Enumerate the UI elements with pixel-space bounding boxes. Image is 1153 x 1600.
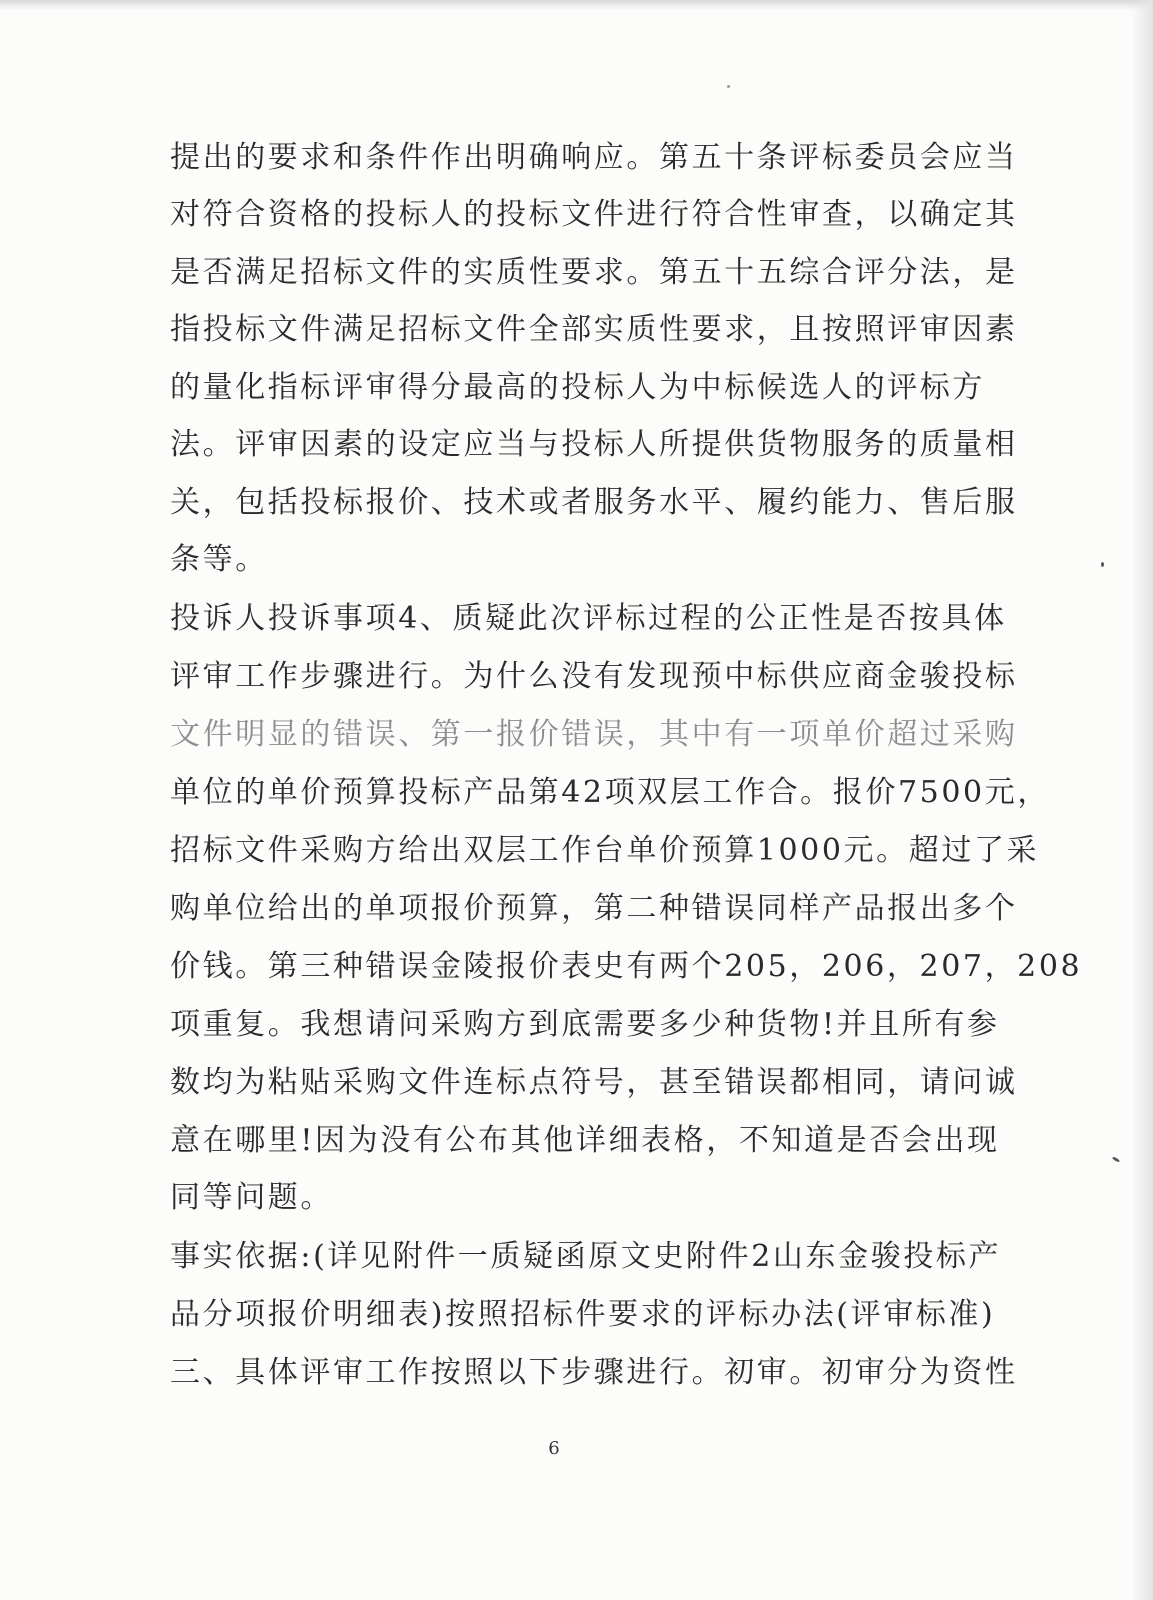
scan-speck	[1101, 562, 1104, 567]
text-line: 对符合资格的投标人的投标文件进行符合性审查，以确定其	[170, 197, 1018, 232]
text-line: 购单位给出的单项报价预算，第二种错误同样产品报出多个	[170, 891, 1018, 926]
text-line: 三、具体评审工作按照以下步骤进行。初审。初审分为资性	[170, 1355, 1018, 1390]
text-line: 同等问题。	[170, 1180, 333, 1215]
text-line: 是否满足招标文件的实质性要求。第五十五综合评分法，是	[170, 255, 1018, 290]
text-line: 项重复。我想请问采购方到底需要多少种货物!并且所有参	[170, 1007, 1000, 1042]
text-line: 文件明显的错误、第一报价错误，其中有一项单价超过采购	[170, 717, 1018, 752]
text-line: 指投标文件满足招标文件全部实质性要求，且按照评审因素	[170, 312, 1018, 347]
text-line: 意在哪里!因为没有公布其他详细表格，不知道是否会出现	[170, 1123, 1000, 1158]
scan-speck	[727, 85, 730, 88]
text-line: 数均为粘贴采购文件连标点符号，甚至错误都相同，请问诚	[170, 1065, 1018, 1100]
text-line: 提出的要求和条件作出明确响应。第五十条评标委员会应当	[170, 140, 1018, 175]
text-line: 单位的单价预算投标产品第42项双层工作合。报价7500元，	[170, 775, 1050, 810]
text-line: 投诉人投诉事项4、质疑此次评标过程的公正性是否按具体	[170, 601, 1007, 636]
scan-right-edge	[1131, 0, 1153, 1600]
text-line: 事实依据:(详见附件一质疑函原文史附件2山东金骏投标产	[170, 1239, 1002, 1274]
scan-top-shadow	[0, 0, 1153, 10]
text-line: 招标文件采购方给出双层工作台单价预算1000元。超过了采	[170, 833, 1040, 868]
text-line: 品分项报价明细表)按照招标件要求的评标办法(评审标准)	[170, 1297, 996, 1332]
text-line: 价钱。第三种错误金陵报价表史有两个205，206，207，208	[170, 949, 1083, 984]
text-line: 评审工作步骤进行。为什么没有发现预中标供应商金骏投标	[170, 659, 1018, 694]
text-line: 法。评审因素的设定应当与投标人所提供货物服务的质量相	[170, 427, 1018, 462]
text-line: 的量化指标评审得分最高的投标人为中标候选人的评标方	[170, 370, 985, 405]
scan-speck	[1112, 1156, 1120, 1163]
text-line: 条等。	[170, 542, 268, 577]
page-number: 6	[548, 1438, 560, 1459]
text-line: 关，包括投标报价、技术或者服务水平、履约能力、售后服	[170, 485, 1018, 520]
